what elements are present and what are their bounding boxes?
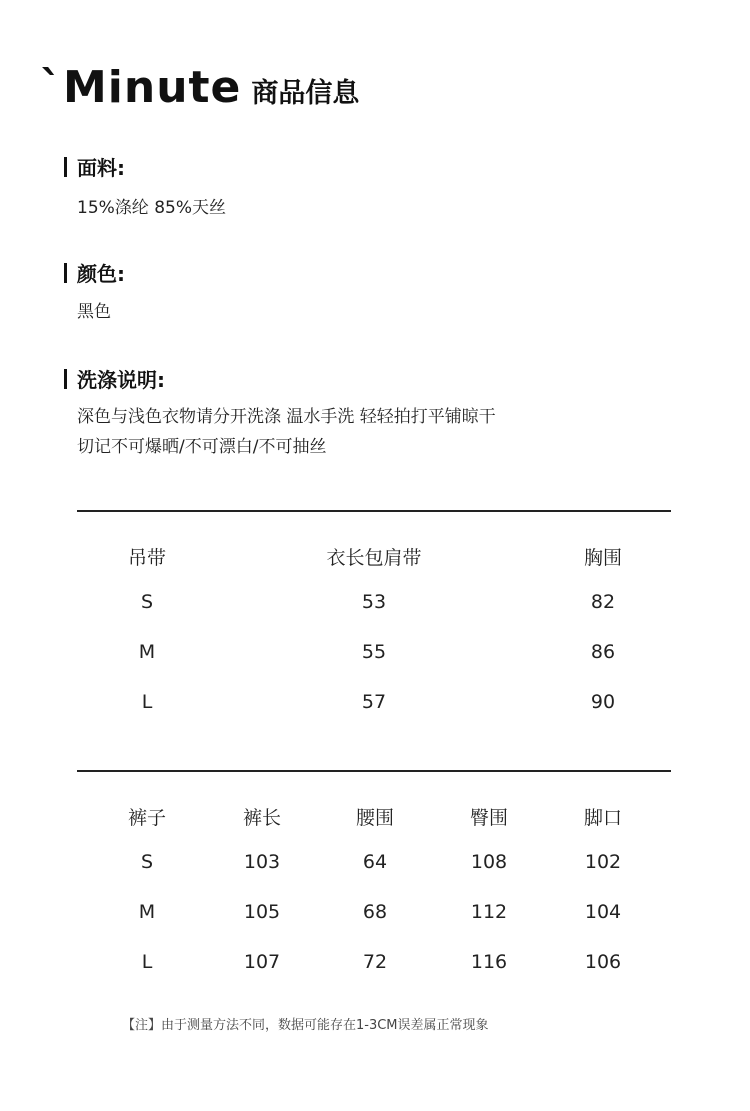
bottom-cell: 103 bbox=[243, 851, 281, 873]
bottom-cell: 108 bbox=[470, 851, 508, 873]
header bbox=[40, 62, 359, 112]
table-top-rule bbox=[77, 510, 671, 512]
top-cell: L bbox=[141, 691, 153, 713]
bottom-cell: 72 bbox=[362, 951, 388, 973]
bottom-cell: 102 bbox=[584, 851, 622, 873]
bottom-cell: 116 bbox=[470, 951, 508, 973]
wash-title: 洗涤说明: bbox=[77, 368, 165, 392]
fabric-value: 15%涤纶 85%天丝 bbox=[77, 198, 226, 218]
wash-line-1: 深色与浅色衣物请分开洗涤 温水手洗 轻轻拍打平铺晾干 bbox=[77, 407, 496, 427]
bottom-header-1: 裤长 bbox=[242, 807, 282, 829]
bottom-header-0: 裤子 bbox=[127, 807, 167, 829]
top-cell: M bbox=[138, 641, 156, 663]
fabric-body bbox=[77, 193, 226, 223]
top-cell: 82 bbox=[590, 591, 616, 613]
page-title: 商品信息 bbox=[251, 78, 360, 109]
bottom-cell: 112 bbox=[470, 901, 508, 923]
color-title: 颜色: bbox=[77, 262, 125, 286]
top-header-1: 衣长包肩带 bbox=[326, 547, 422, 569]
top-cell: 57 bbox=[361, 691, 387, 713]
bottom-cell: 104 bbox=[584, 901, 622, 923]
brand-logo: `Minute bbox=[40, 62, 242, 113]
table-bottom-rule bbox=[77, 770, 671, 772]
top-header-0: 吊带 bbox=[127, 547, 167, 569]
bottom-cell: 64 bbox=[362, 851, 388, 873]
bottom-cell: 106 bbox=[584, 951, 622, 973]
fabric-title: 面料: bbox=[77, 156, 125, 180]
measurement-note: 【注】由于测量方法不同，数据可能存在1-3CM误差属正常现象 bbox=[122, 1018, 489, 1033]
bottom-cell: 105 bbox=[243, 901, 281, 923]
bottom-header-4: 脚口 bbox=[583, 807, 623, 829]
top-cell: 86 bbox=[590, 641, 616, 663]
bottom-header-3: 臀围 bbox=[469, 807, 509, 829]
wash-line-2: 切记不可爆晒/不可漂白/不可抽丝 bbox=[77, 437, 327, 457]
wash-body bbox=[77, 402, 496, 462]
section-bar bbox=[64, 157, 67, 177]
wash-heading bbox=[64, 364, 165, 393]
bottom-cell: S bbox=[140, 851, 154, 873]
bottom-cell: L bbox=[141, 951, 153, 973]
color-heading bbox=[64, 258, 125, 287]
color-value: 黑色 bbox=[77, 302, 111, 322]
fabric-heading bbox=[64, 152, 125, 181]
section-bar bbox=[64, 369, 67, 389]
bottom-header-2: 腰围 bbox=[355, 807, 395, 829]
top-cell: S bbox=[140, 591, 154, 613]
bottom-cell: 68 bbox=[362, 901, 388, 923]
bottom-cell: M bbox=[138, 901, 156, 923]
top-header-2: 胸围 bbox=[583, 547, 623, 569]
top-cell: 90 bbox=[590, 691, 616, 713]
top-cell: 53 bbox=[361, 591, 387, 613]
bottom-cell: 107 bbox=[243, 951, 281, 973]
top-cell: 55 bbox=[361, 641, 387, 663]
color-body bbox=[77, 297, 111, 327]
section-bar bbox=[64, 263, 67, 283]
